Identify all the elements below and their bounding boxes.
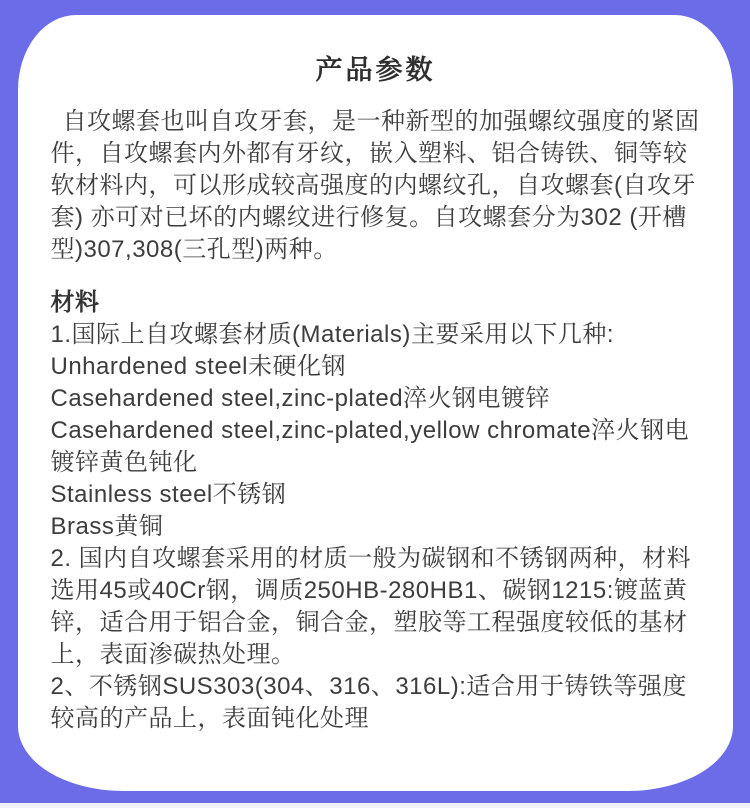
product-description (51, 106, 701, 735)
page-title: 产品参数 (315, 55, 436, 85)
material-item: Brass黄铜 (50, 513, 164, 540)
intro-paragraph: 自攻螺套也叫自攻牙套，是一种新型的加强螺纹强度的紧固件，自攻螺套内外都有牙纹，嵌入塑料、铝合铸铁、铜等较软材料内，可以形成较高强度的内螺纹孔，自攻螺套(自攻牙套) 亦可对已坏的内螺纹进行修复。自攻螺套分为302 (开槽型)307,308(三孔型)两种。 (50, 108, 700, 263)
bottom-strip (0, 803, 750, 808)
product-params-card (18, 15, 733, 791)
material-item: Unhardened steel未硬化钢 (50, 353, 346, 380)
materials-intro-line: 1.国际上自攻螺套材质(Materials)主要采用以下几种: (50, 321, 615, 348)
material-item: Casehardened steel,zinc-plated淬火钢电镀锌 (50, 385, 551, 412)
domestic-materials-paragraph: 2. 国内自攻螺套采用的材质一般为碳钢和不锈钢两种，材料选用45或40Cr钢，调质250HB-280HB1、碳钢1215:镀蓝黄锌，适合用于铝合金，铜合金，塑胶等工程强度较低的基材上，表面渗碳热处理。 (50, 545, 692, 668)
stainless-note-paragraph: 2、不锈钢SUS303(304、316、316L):适合用于铸铁等强度较高的产品上，表面钝化处理 (50, 673, 687, 732)
materials-heading: 材料 (50, 289, 100, 316)
material-item: Casehardened steel,zinc-plated,yellow chromate淬火钢电镀锌黄色钝化 (50, 417, 690, 476)
material-item: Stainless steel不锈钢 (50, 481, 287, 508)
